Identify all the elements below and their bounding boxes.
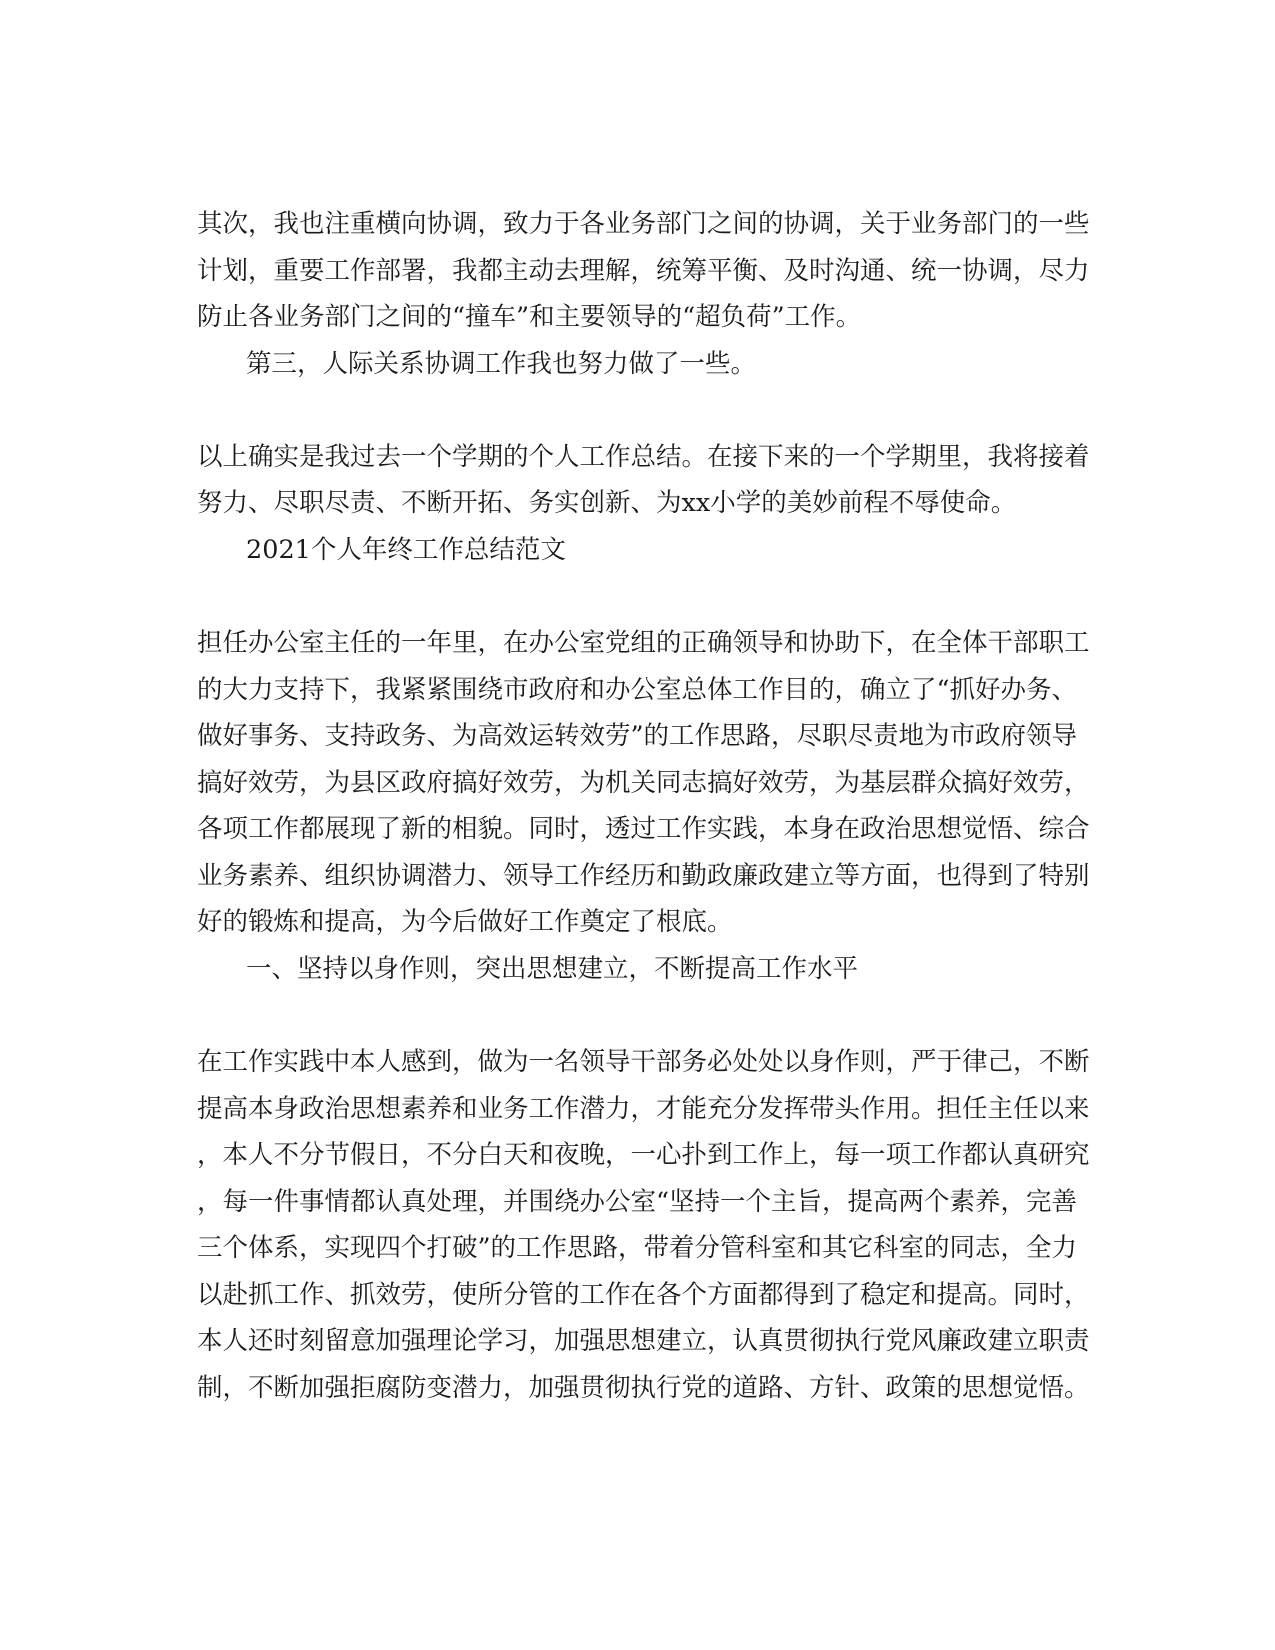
paragraph-line: 做好事务、支持政务、为高效运转效劳”的工作思路，尽职尽责地为市政府领导 (197, 721, 1078, 751)
paragraph-line: 好的锻炼和提高，为今后做好工作奠定了根底。 (197, 907, 733, 937)
paragraph-line: 三个体系，实现四个打破”的工作思路，带着分管科室和其它科室的同志，全力 (197, 1233, 1078, 1263)
paragraph-line: 制，不断加强拒腐防变潜力，加强贯彻执行党的道路、方针、政策的思想觉悟。 (197, 1373, 1090, 1403)
paragraph-line: 防止各业务部门之间的“撞车”和主要领导的“超负荷”工作。 (197, 302, 862, 332)
paragraph-line: 提高本身政治思想素养和业务工作潜力，才能充分发挥带头作用。担任主任以来 (197, 1094, 1090, 1124)
paragraph-line: 业务素养、组织协调潜力、领导工作经历和勤政廉政建立等方面，也得到了特别 (197, 861, 1090, 891)
paragraph-line: 计划，重要工作部署，我都主动去理解，统筹平衡、及时沟通、统一协调，尽力 (197, 256, 1090, 286)
paragraph-line: ，每一件事情都认真处理，并围绕办公室“坚持一个主旨，提高两个素养，完善 (197, 1187, 1078, 1217)
paragraph-line: 努力、尽职尽责、不断开拓、务实创新、为xx小学的美妙前程不辱使命。 (197, 488, 1017, 518)
paragraph-line: 的大力支持下，我紧紧围绕市政府和办公室总体工作目的，确立了“抓好办务、 (197, 675, 1078, 705)
section-heading: 一、坚持以身作则，突出思想建立，不断提高工作水平 (246, 954, 859, 984)
paragraph-line: 本人还时刻留意加强理论学习，加强思想建立，认真贯彻执行党风廉政建立职责 (197, 1326, 1090, 1356)
paragraph-line: 担任办公室主任的一年里，在办公室党组的正确领导和协助下，在全体干部职工 (197, 628, 1090, 658)
paragraph-line: 以上确实是我过去一个学期的个人工作总结。在接下来的一个学期里，我将接着 (197, 442, 1090, 472)
paragraph-line: 各项工作都展现了新的相貌。同时，透过工作实践，本身在政治思想觉悟、综合 (197, 814, 1090, 844)
paragraph-line: 搞好效劳，为县区政府搞好效劳，为机关同志搞好效劳，为基层群众搞好效劳， (197, 768, 1090, 798)
paragraph-line: ，本人不分节假日，不分白天和夜晚，一心扑到工作上，每一项工作都认真研究 (197, 1140, 1090, 1170)
section-heading: 2021个人年终工作总结范文 (246, 535, 566, 565)
paragraph-line: 其次，我也注重横向协调，致力于各业务部门之间的协调，关于业务部门的一些 (197, 209, 1090, 239)
paragraph-line: 以赴抓工作、抓效劳，使所分管的工作在各个方面都得到了稳定和提高。同时， (197, 1280, 1090, 1310)
paragraph-line: 在工作实践中本人感到，做为一名领导干部务必处处以身作则，严于律己，不断 (197, 1047, 1090, 1077)
paragraph-line: 第三，人际关系协调工作我也努力做了一些。 (246, 349, 757, 379)
